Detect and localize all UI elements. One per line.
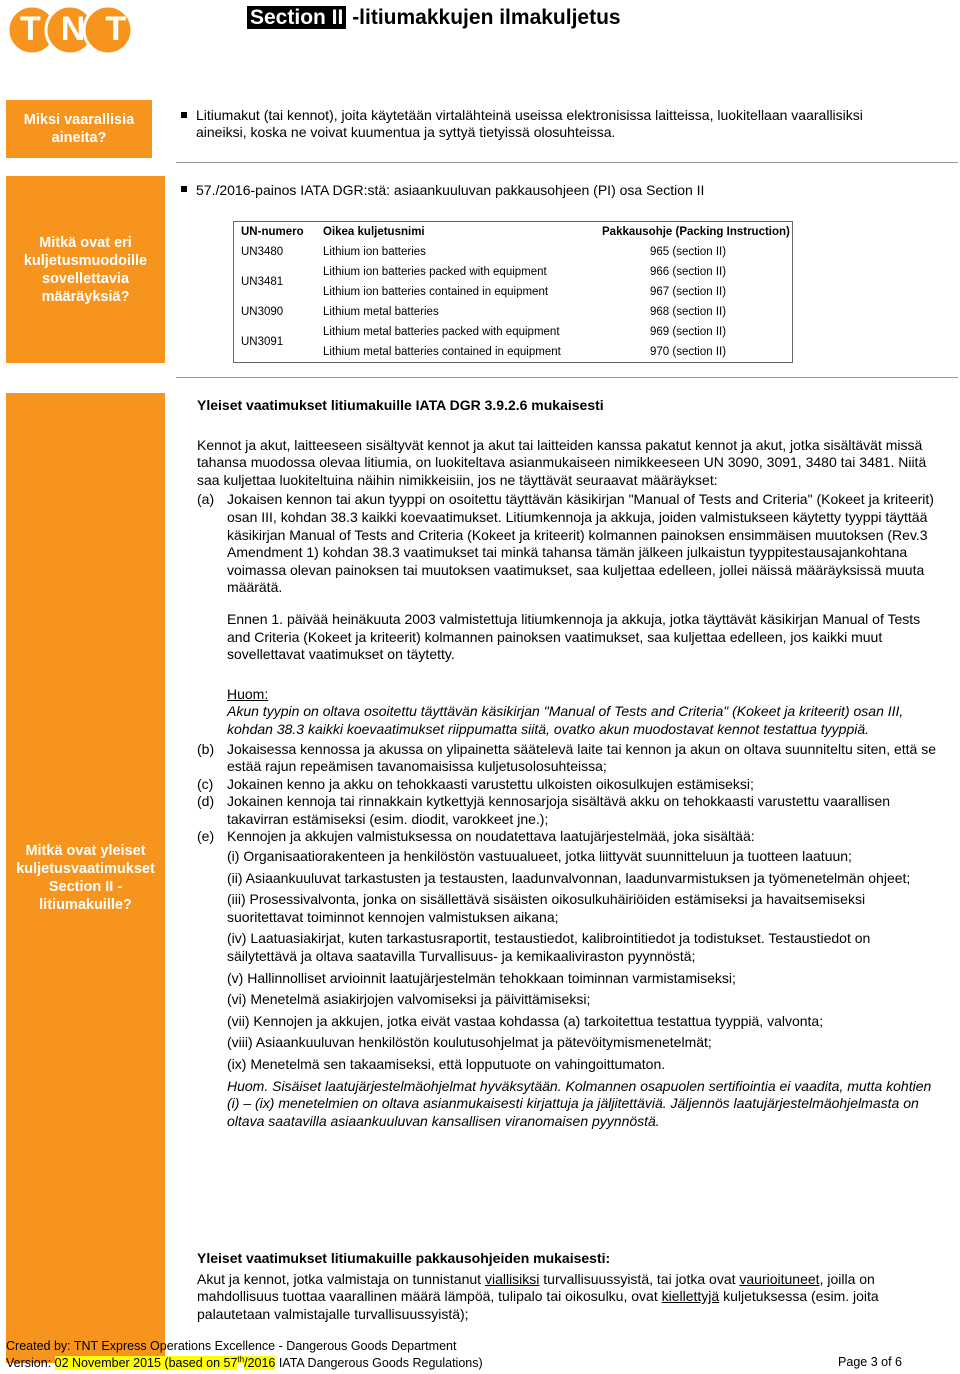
- divider: [176, 162, 958, 163]
- qms-note: Huom. Sisäiset laatujärjestelmäohjelmat hyväksytään. Kolmannen osapuolen sertifiointia ei vaadita, mutta kohtien (i) – (ix) menetelmien on oltava asianmukaisesti kirjattuja ja jäljitettäviä. Jäljennös laatujärjestelmäohjelmasta on oltava saatavilla asiaankuuluvan kansallisen viranomaisen pyynnöstä.: [227, 1077, 932, 1129]
- sidebar-general-requirements: [6, 393, 165, 1363]
- version-date: 02 November 2015 (based on 57: [54, 1356, 238, 1371]
- general-section: [197, 397, 937, 1130]
- list-item: (v) Hallinnolliset arvioinnit laatujärjestelmän tehokkaan toiminnan varmistamiseksi;: [227, 969, 736, 986]
- pi-cell: 965 (section II): [650, 246, 727, 258]
- list-item: (vii) Kennojen ja akkujen, jotka eivät vastaa kohdassa (a) tarkoitettua testattua tyyppiä, valvonta;: [227, 1012, 824, 1029]
- general-heading: Yleiset vaatimukset litiumakuille IATA DGR 3.9.2.6 mukaisesti: [197, 397, 604, 413]
- pi-cell: 967 (section II): [650, 286, 727, 298]
- item-text: Jokainen kennoja tai rinnakkain kytkettyjä kennosarjoja sisältävä akku on tehokkaasti varustettu vaarallisen takavirran estämiseksi (esim. diodit, varokkeet jne.);: [227, 793, 891, 827]
- item-text: Jokaisessa kennossa ja akussa on ylipainetta säätelevä laite tai kennon ja akun on oltava suunniteltu siten, että se estää rajun repeämisen tavanomaisissa kuljetusolosuhteissa;: [227, 740, 937, 775]
- list-item: (vi) Menetelmä asiakirjojen valvomiseksi ja päivittämiseksi;: [227, 991, 591, 1008]
- sidebar-why-dangerous: [6, 100, 152, 158]
- page-number: Page 3 of 6: [838, 1355, 902, 1369]
- item-label: (e): [197, 828, 215, 845]
- pi-cell: 966 (section II): [650, 266, 727, 278]
- sidebar-q1-text: Miksi vaarallisia aineita?: [23, 112, 135, 146]
- sidebar-regulations: [6, 176, 165, 363]
- requirement-a-p2: Ennen 1. päivää heinäkuuta 2003 valmistettuja litiumkennoja ja akkuja, jotka täyttävät käsikirjan Manual of Tests and Criteria (Kokeet ja kriteerit) kolmannen painoksen vaatimukset, saa kuljettaa edelleen, jos kaikki muut sovellettavat vaatimukset on täytetty.: [227, 610, 921, 663]
- col-header-pi: Pakkausohje (Packing Instruction): [602, 226, 790, 238]
- pi-cell: 968 (section II): [650, 306, 727, 318]
- packing-term-defective: viallisiksi: [484, 1270, 540, 1287]
- bullet-icon: [181, 186, 187, 192]
- intro-bullet-2: 57./2016-painos IATA DGR:stä: asiaankuuluvan pakkausohjeen (PI) osa Section II: [196, 182, 705, 198]
- packing-text-3: , joilla on mahdollisuus tuottaa vaarallinen määrä lämpöä, tulipalo tai oikosulku, ovat: [197, 1270, 875, 1305]
- packing-heading: Yleiset vaatimukset litiumakuille pakkausohjeiden mukaisesti:: [197, 1250, 611, 1266]
- name-cell: Lithium metal batteries: [323, 306, 439, 318]
- packing-text: [197, 1271, 937, 1324]
- requirement-a: [197, 491, 937, 597]
- requirement-e: [197, 828, 937, 846]
- list-item: (ii) Asiaankuuluvat tarkastusten ja testausten, laadunvalvonnan, laadunvarmistuksen ja työmenetelmän ohjeet;: [227, 869, 911, 886]
- item-label: (c): [197, 775, 214, 792]
- divider: [176, 377, 958, 378]
- bullet-icon: [181, 112, 187, 118]
- list-item: (viii) Asiaankuuluvan henkilöstön koulutusohjelmat ja pätevöitymismenetelmät;: [227, 1034, 712, 1051]
- item-text: Jokaisen kennon tai akun tyyppi on osoitettu täyttävän käsikirjan "Manual of Tests and Criteria" (Kokeet ja kriteerit) osan III, kohdan 38.3 kaikki koevaatimukset. Litiumkennoja ja akkuja, joiden valmistukseen käytetty tyyppi täyttää käsikirjan Manual of Tests and Criteria (Kokeet ja kriteerit) kolmannen painoksen ensimmäisen muutoksen (Rev.3 Amendment 1) kohdan 38.3 vaatimukset tai minkä tahansa tämän jälkeen julkaistun tyyppitestausajankohtana voimassa olevan painoksen tai muutoksen vaatimukset, saa kuljettaa edelleen, jollei näissä määräyksissä muuta määrätä.: [227, 491, 934, 596]
- version-sup: th: [237, 1355, 245, 1364]
- table-header-row: [234, 222, 793, 243]
- tnt-logo: [6, 4, 147, 56]
- requirement-b: [197, 741, 937, 776]
- list-item: (ix) Menetelmä sen takaamiseksi, että lopputuote on vahingoittumaton.: [227, 1056, 666, 1072]
- packing-text-1: Akut ja kennot, jotka valmistaja on tunnistanut: [197, 1270, 485, 1287]
- note-text: Akun tyypin on oltava osoitettu täyttävän käsikirjan "Manual of Tests and Criteria" (Kokeet ja kriteerit) osan III, kohdan 38.3 kaikki koevaatimukset riippumatta siitä, ovatko akun muodostavat kennot testattua tyyppiä.: [227, 703, 904, 737]
- note-block: [197, 686, 937, 739]
- sidebar-q3-text: Mitkä ovat yleiset kuljetusvaatimukset Section II - litiumakuille?: [16, 843, 155, 913]
- un-table: [233, 221, 793, 363]
- packing-term-damaged: vaurioituneet: [739, 1270, 820, 1287]
- version-year: /2016: [244, 1356, 276, 1371]
- version-label: Version:: [6, 1356, 55, 1371]
- requirement-d: [197, 793, 937, 828]
- version-rest: IATA Dangerous Goods Regulations): [275, 1356, 483, 1371]
- item-label: (b): [197, 740, 215, 757]
- note-label: Huom:: [227, 685, 269, 702]
- item-label: (a): [197, 491, 215, 508]
- col-header-un: UN-numero: [241, 226, 304, 238]
- logo-text: TNT: [20, 10, 147, 48]
- page-title: [247, 6, 621, 30]
- general-intro: Kennot ja akut, laitteeseen sisältyvät kennot ja akut tai laitteiden kanssa pakatut kennot ja akut, jotka sisältävät missä tahansa muodossa olevaa litiumia, on luokiteltava asianmukaiseen nimikkeeseen UN 3090, 3091, 3480 tai 3481. Niitä saa kuljettaa luokiteltuina näihin nimikkeisiin, jos ne täyttävät seuraavat määräykset:: [197, 436, 927, 488]
- requirement-c: [197, 776, 937, 794]
- un-cell: UN3090: [241, 306, 284, 318]
- sidebar-q2-text: Mitkä ovat eri kuljetusmuodoille sovellettavia määräyksiä?: [23, 234, 148, 305]
- section-label: Section II: [247, 6, 346, 29]
- item-label: (d): [197, 793, 215, 810]
- packing-term-forbidden: kiellettyjä: [661, 1288, 720, 1305]
- title-rest: -litiumakkujen ilmakuljetus: [346, 6, 621, 29]
- pi-cell: 969 (section II): [650, 326, 727, 338]
- list-item: (iii) Prosessivalvonta, jonka on sisällettävä sisäisten oikosulkuhäiriöiden estämiseksi ja havaitsemiseksi suoritettavat toiminnot kennojen valmistuksen aikana;: [227, 891, 866, 925]
- list-item: (i) Organisaatiorakenteen ja henkilöstön vastuualueet, jotka liittyvät suunnitteluun ja tuotteen laatuun;: [227, 848, 852, 865]
- col-header-name: Oikea kuljetusnimi: [323, 226, 425, 238]
- un-cell: UN3480: [241, 246, 284, 258]
- packing-section: [197, 1250, 937, 1323]
- list-item: (iv) Laatuasiakirjat, kuten tarkastusraportit, testaustiedot, kalibrointitiedot ja todistukset. Testaustiedot on säilytettävä ja oltava saatavilla Turvallisuus- ja kemikaaliviraston pyynnöstä;: [227, 930, 871, 965]
- packing-text-2: turvallisuussyistä, tai jotka ovat: [539, 1270, 740, 1287]
- un-cell: UN3091: [241, 336, 284, 348]
- footer-version: [6, 1355, 483, 1370]
- name-cell: Lithium ion batteries: [323, 246, 426, 258]
- footer-created: Created by: TNT Express Operations Excellence - Dangerous Goods Department: [6, 1339, 457, 1353]
- name-cell: Lithium ion batteries packed with equipment: [323, 266, 547, 278]
- table-row: [234, 242, 793, 262]
- qms-list: [197, 848, 937, 1130]
- name-cell: Lithium metal batteries contained in equipment: [323, 346, 561, 358]
- table-row: [234, 302, 793, 322]
- packing-text-4: kuljetuksessa (esim. joita palautetaan valmistajalle turvallisuussyistä);: [197, 1288, 879, 1322]
- table-row: [234, 342, 793, 363]
- table-row: [234, 282, 793, 302]
- name-cell: Lithium metal batteries packed with equipment: [323, 326, 560, 338]
- un-cell: UN3481: [241, 276, 284, 288]
- table-row: [234, 322, 793, 342]
- pi-cell: 970 (section II): [650, 346, 727, 358]
- item-text: Kennojen ja akkujen valmistuksessa on noudatettava laatujärjestelmää, joka sisältää:: [227, 828, 755, 845]
- table-row: [234, 262, 793, 282]
- name-cell: Lithium ion batteries contained in equipment: [323, 286, 549, 298]
- intro-bullet-1: Litiumakut (tai kennot), joita käytetään virtalähteinä useissa elektronisissa laitteissa, luokitellaan vaarallisiksi aineiksi, koska ne voivat kuumentua ja syttyä tietyissä olosuhteissa.: [196, 107, 863, 140]
- item-text: Jokainen kenno ja akku on tehokkaasti varustettu ulkoisten oikosulkujen estämiseksi;: [227, 775, 754, 792]
